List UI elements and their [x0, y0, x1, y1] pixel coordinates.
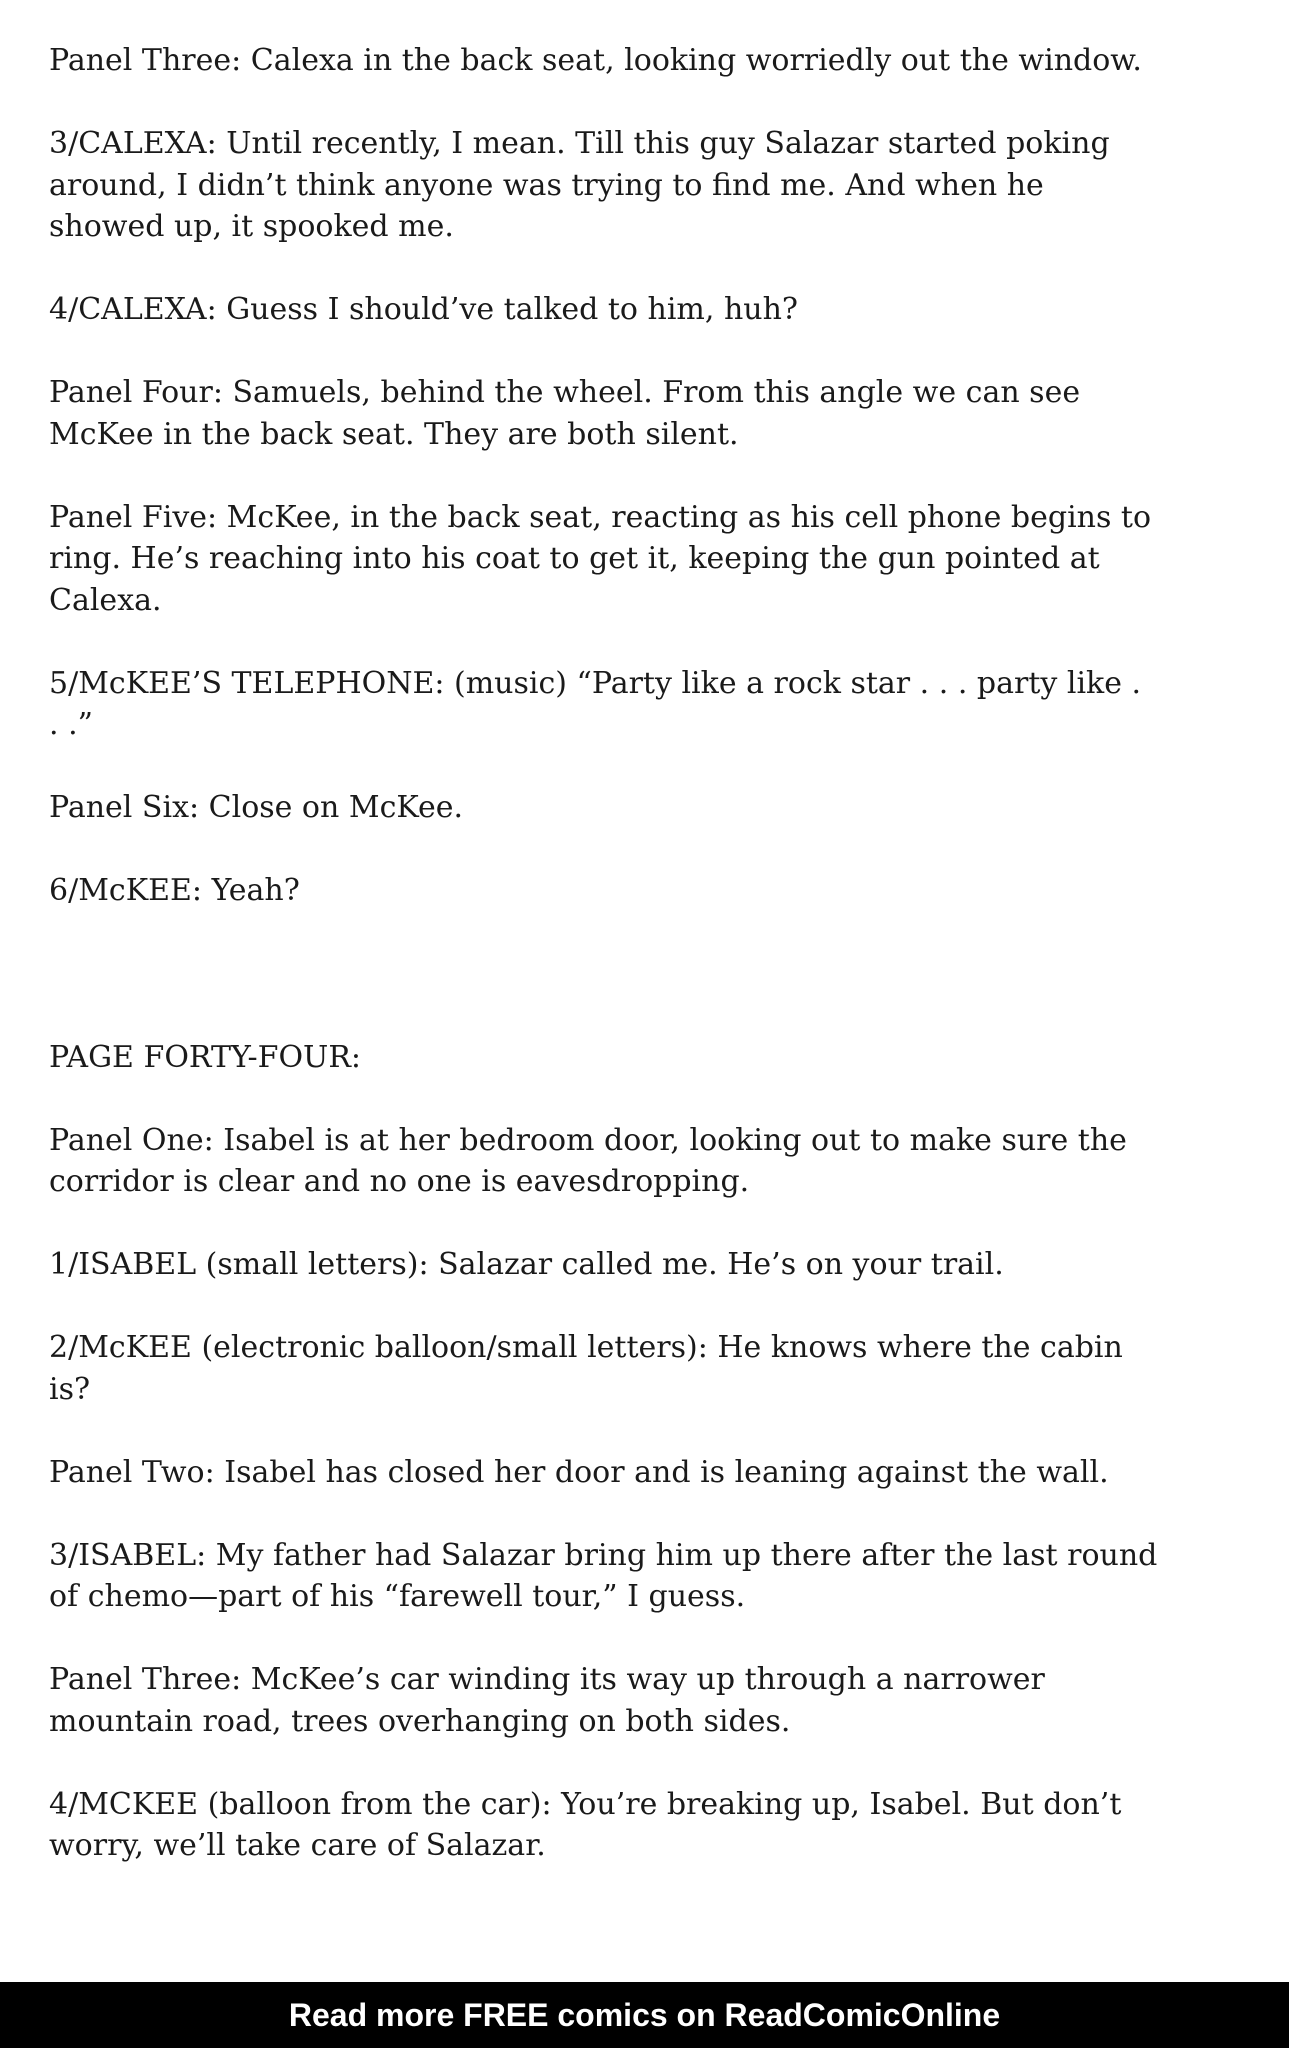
panel-description: Panel Five: McKee, in the back seat, reacting as his cell phone begins to ring. He’s reaching into his coat to get it, keeping the gun pointed at Calexa.	[49, 499, 1152, 618]
dialogue-line: 6/McKEE: Yeah?	[49, 873, 300, 908]
script-page	[49, 40, 1159, 1908]
panel-description: Panel Two: Isabel has closed her door and is leaning against the wall.	[49, 1454, 1109, 1490]
panel-description: Panel Six: Close on McKee.	[49, 790, 464, 825]
panel-description: Panel Four: Samuels, behind the wheel. From this angle we can see McKee in the back seat. They are both silent.	[49, 375, 1081, 452]
dialogue-line: 5/McKEE’S TELEPHONE: (music) “Party like a rock star . . . party like . . .”	[49, 665, 1142, 742]
dialogue-line: 2/McKEE (electronic balloon/small letters): He knows where the cabin is?	[49, 1330, 1123, 1407]
promo-banner[interactable]: Read more FREE comics on ReadComicOnline	[0, 1982, 1289, 2048]
dialogue-line: 4/MCKEE (balloon from the car): You’re breaking up, Isabel. But don’t worry, we’ll take care of Salazar.	[49, 1786, 1122, 1863]
dialogue-line: 4/CALEXA: Guess I should’ve talked to him, huh?	[49, 292, 799, 327]
dialogue-line: 3/ISABEL: My father had Salazar bring him up there after the last round of chemo—part of his “farewell tour,” I guess.	[49, 1537, 1158, 1614]
panel-description: Panel One: Isabel is at her bedroom door, looking out to make sure the corridor is clear and no one is eavesdropping.	[49, 1122, 1127, 1199]
page-heading: PAGE FORTY-FOUR:	[49, 1039, 362, 1075]
dialogue-line: 3/CALEXA: Until recently, I mean. Till this guy Salazar started poking around, I didn’t think anyone was trying to find me. And when he showed up, it spooked me.	[49, 126, 1110, 244]
dialogue-line: 1/ISABEL (small letters): Salazar called me. He’s on your trail.	[49, 1247, 1004, 1282]
panel-description: Panel Three: Calexa in the back seat, looking worriedly out the window.	[49, 43, 1142, 78]
panel-description: Panel Three: McKee’s car winding its way up through a narrower mountain road, trees overhanging on both sides.	[49, 1662, 1045, 1739]
